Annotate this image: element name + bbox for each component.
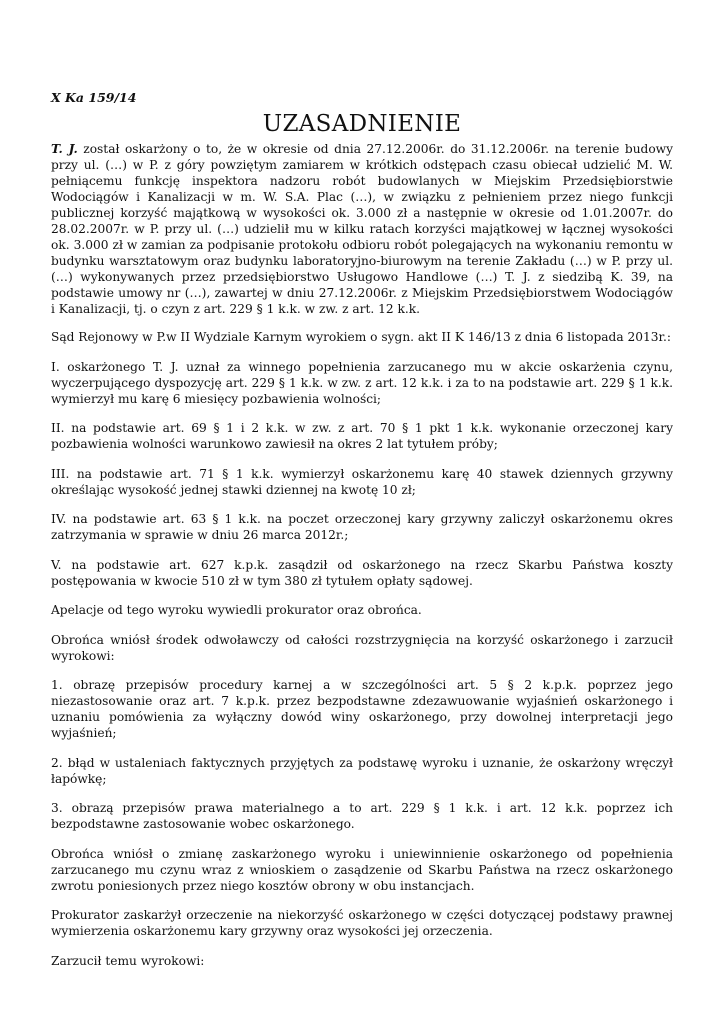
paragraph-point-i: I. oskarżonego T. J. uznał za winnego popełnienia zarzucanego mu w akcie oskarżenia czynu, wyczerpującego dyspozycję art. 229 § 1 k.k. w zw. z art. 12 k.k. i za to na podstawie art. 229 § 1 k.k. wymierzył mu karę 6 miesięcy pozbawienia wolności; [51, 359, 673, 406]
paragraph-charge-1: 1. obrazę przepisów procedury karnej a w szczególności art. 5 § 2 k.p.k. poprzez jego niezastosowanie oraz art. 7 k.p.k. przez bezpodstawne zdezawuowanie wyjaśnień oskarżonego i uznaniu pomówienia za wyłączny dowód winy oskarżonego, przy dowolnej interpretacji jego wyjaśnień; [51, 678, 673, 740]
paragraph-prosecutor-appeal: Prokurator zaskarżył orzeczenie na niekorzyść oskarżonego w części dotyczącej podstawy prawnej wymierzenia oskarżonemu kary grzywny oraz wysokości jej orzeczenia. [51, 908, 673, 938]
case-number: X Ka 159/14 [51, 90, 137, 105]
document-page [51, 90, 673, 982]
paragraph-defense-appeal: Obrońca wniósł środek odwoławczy od całości rozstrzygnięcia na korzyść oskarżonego i zarzucił wyrokowi: [51, 632, 673, 663]
paragraph-charge-3: 3. obrazą przepisów prawa materialnego a to art. 229 § 1 k.k. i art. 12 k.k. poprzez ich bezpodstawne zastosowanie wobec oskarżonego. [51, 801, 673, 831]
paragraph-point-iv: IV. na podstawie art. 63 § 1 k.k. na poczet orzeczonej kary grzywny zaliczył oskarżonemu okres zatrzymania w sprawie w dniu 26 marca 2012r.; [51, 512, 673, 542]
paragraph-appeals: Apelacje od tego wyroku wywiedli prokurator oraz obrońca. [51, 603, 422, 617]
paragraph-point-iii: III. na podstawie art. 71 § 1 k.k. wymierzył oskarżonemu karę 40 stawek dziennych grzywny określając wysokość jednej stawki dziennej na kwotę 10 zł; [51, 466, 673, 497]
paragraph-court-ruling: Sąd Rejonowy w P.w II Wydziale Karnym wyrokiem o sygn. akt II K 146/13 z dnia 6 listopada 2013r.: [51, 330, 671, 344]
paragraph-charges-intro: Zarzucił temu wyrokowi: [51, 953, 205, 968]
defendant-initials: T. J. [51, 142, 78, 156]
paragraph-point-ii: II. na podstawie art. 69 § 1 i 2 k.k. w zw. z art. 70 § 1 pkt 1 k.k. wykonanie orzeczonej kary pozbawienia wolności warunkowo zawiesił na okres 2 lat tytułem próby; [51, 421, 673, 451]
paragraph-point-v: V. na podstawie art. 627 k.p.k. zasądził od oskarżonego na rzecz Skarbu Państwa koszty postępowania w kwocie 510 zł w tym 380 zł tytułem opłaty sądowej. [51, 557, 673, 588]
paragraph-charge-2: 2. błąd w ustaleniach faktycznych przyjętych za podstawę wyroku i uznanie, że oskarżony wręczył łapówkę; [51, 755, 673, 786]
paragraph-defense-motion: Obrońca wniósł o zmianę zaskarżonego wyroku i uniewinnienie oskarżonego od popełnienia zarzucanego mu czynu wraz z wnioskiem o zasądzenie od Skarbu Państwa na rzecz oskarżonego zwrotu poniesionych przez niego kosztów obrony w obu instancjach. [51, 846, 673, 893]
intro-paragraph [51, 141, 673, 317]
intro-text: został oskarżony o to, że w okresie od dnia 27.12.2006r. do 31.12.2006r. na terenie budowy przy ul. (…) w P. z góry powziętym zamiarem w krótkich odstępach czasu obiecał udzielić M. W. pełniącemu funkcję inspektora nadzoru robót budowlanych w Miejskim Przedsiębiorstwie Wodociągów i Kanalizacji w m. W. S.A. Plac (…), w związku z pełnieniem przez niego funkcji publicznej korzyść majątkową w wysokości ok. 3.000 zł a następnie w okresie od 1.01.2007r. do 28.02.2007r. w P. przy ul. (…) udzielił mu w kilku ratach korzyści majątkowej w łącznej wysokości ok. 3.000 zł w zamian za podpisanie protokołu odbioru robót polegających na wykonaniu remontu w budynku warsztatowym oraz budynku laboratoryjno-biurowym na terenie Zakładu (…) w P. przy ul. (…) wykonywanych przez przedsiębiorstwo Usługowo Handlowe (…) T. J. z siedzibą K. 39, na podstawie umowy nr (…), zawartej w dniu 27.12.2006r. z Miejskim Przedsiębiorstwem Wodociągów i Kanalizacji, tj. o czyn z art. 229 § 1 k.k. w zw. z art. 12 k.k. [51, 142, 674, 316]
page-title: UZASADNIENIE [262, 111, 462, 137]
